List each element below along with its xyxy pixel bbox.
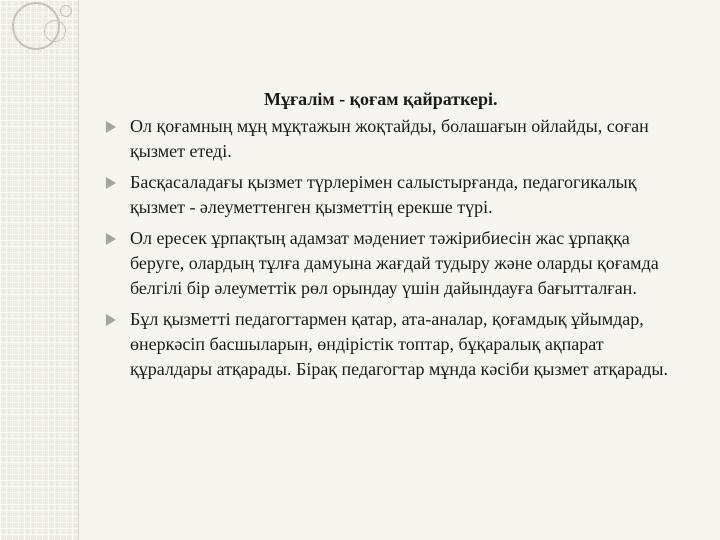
bullet-text: Ол ересек ұрпақтың адамзат мәдениет тәжірибиесін жас ұрпаққа беруге, олардың тұлға дамуына жағдай тудыру және оларды қоғамда белгілі бір әлеуметтік рөл орындау үшін дайындауға бағытталған. bbox=[130, 228, 659, 298]
slide-content bbox=[104, 88, 684, 388]
bullet-item bbox=[104, 226, 684, 301]
triangle-bullet-icon bbox=[106, 177, 116, 189]
bullet-text: Ол қоғамның мұң мұқтажын жоқтайды, болашағын ойлайды, соған қызмет етеді. bbox=[130, 116, 649, 161]
bullet-list bbox=[104, 114, 684, 382]
bullet-text: Басқасаладағы қызмет түрлерімен салыстырғанда, педагогикалық қызмет - әлеуметтенген қызметтің ерекше түрі. bbox=[130, 172, 637, 217]
decorative-grid-panel bbox=[0, 0, 78, 540]
triangle-bullet-icon bbox=[106, 121, 116, 133]
bullet-item bbox=[104, 307, 684, 382]
small-ring-icon bbox=[60, 5, 72, 17]
triangle-bullet-icon bbox=[106, 314, 116, 326]
medium-ring-icon bbox=[44, 20, 66, 42]
panel-divider bbox=[78, 0, 79, 540]
bullet-text: Бұл қызметті педагогтармен қатар, ата-аналар, қоғамдық ұйымдар, өнеркәсіп басшыларын, өндірістік топтар, бұқаралық ақпарат құралдары атқарады. Бірақ педагогтар мұнда кәсіби қызмет атқарады. bbox=[130, 309, 668, 379]
bullet-item bbox=[104, 114, 684, 164]
triangle-bullet-icon bbox=[106, 233, 116, 245]
bullet-item bbox=[104, 170, 684, 220]
slide-title: Мұғалім - қоғам қайраткері. bbox=[264, 89, 498, 109]
